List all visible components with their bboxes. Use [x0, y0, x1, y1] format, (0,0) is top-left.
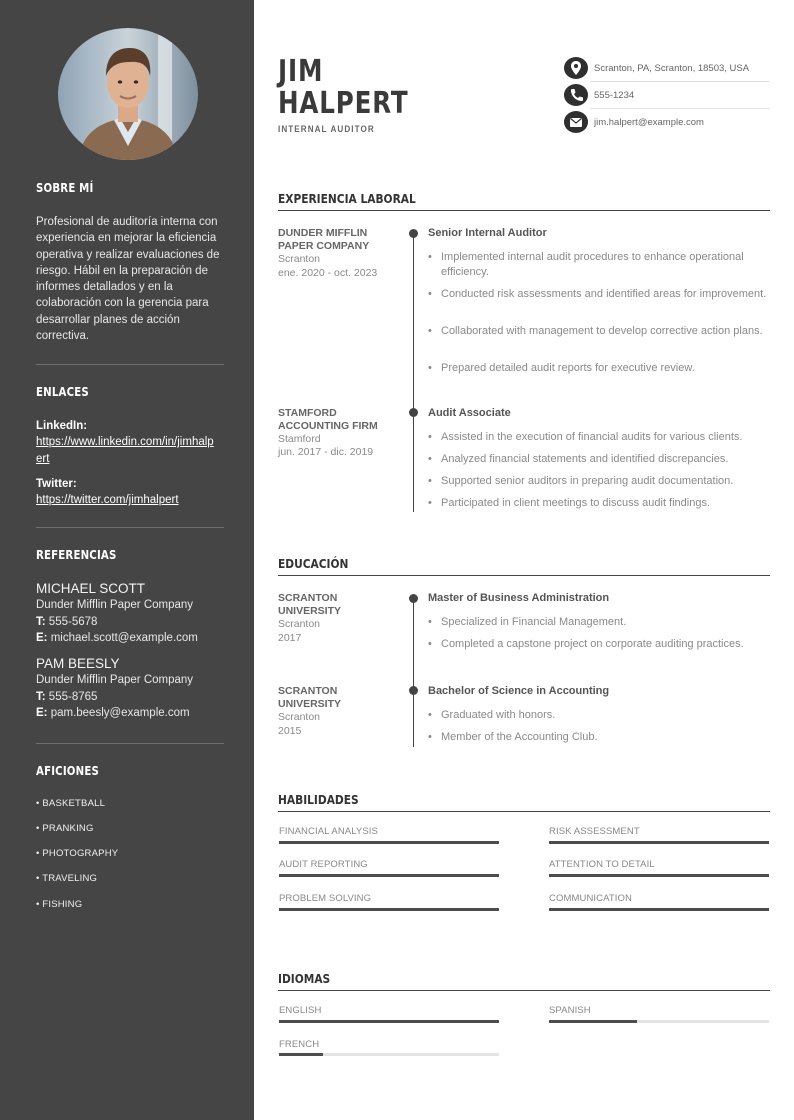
- education-location: Scranton: [278, 618, 321, 630]
- first-name: JIM: [278, 54, 324, 89]
- skill-bar-fill: [549, 841, 769, 844]
- experience-org: STAMFORD ACCOUNTING FIRM: [278, 407, 378, 432]
- reference-company: Dunder Mifflin Paper Company: [36, 599, 194, 612]
- profile-photo: [58, 28, 198, 160]
- education-degree: Bachelor of Science in Accounting: [428, 685, 610, 697]
- experience-location: Stamford: [278, 433, 321, 445]
- education-bullet: • Specialized in Financial Management.: [428, 615, 770, 630]
- contact-divider: [590, 81, 770, 82]
- experience-bullet: • Implemented internal audit procedures to enhance operational efficiency.: [428, 250, 770, 280]
- sidebar-divider: [36, 364, 224, 365]
- skill-bar-fill: [279, 874, 499, 877]
- about-title: SOBRE MÍ: [36, 181, 94, 195]
- skill-bar: [279, 908, 499, 911]
- sidebar-divider: [36, 527, 224, 528]
- twitter-url[interactable]: https://twitter.com/jimhalpert: [36, 494, 179, 507]
- sidebar-divider: [36, 743, 224, 744]
- skill-name: AUDIT REPORTING: [279, 859, 368, 870]
- reference-email: pam.beesly@example.com: [50, 706, 190, 719]
- section-divider: [278, 575, 770, 576]
- references-title: REFERENCIAS: [36, 548, 117, 562]
- section-divider: [278, 210, 770, 211]
- experience-bullet: • Assisted in the execution of financial audits for various clients.: [428, 430, 770, 445]
- experience-dates: ene. 2020 - oct. 2023: [278, 267, 378, 279]
- twitter-label: Twitter:: [36, 478, 77, 490]
- link-twitter: [36, 476, 220, 509]
- skill-name: PROBLEM SOLVING: [279, 893, 372, 904]
- experience-org: DUNDER MIFFLIN PAPER COMPANY: [278, 227, 370, 252]
- linkedin-url[interactable]: https://www.linkedin.com/in/jimhalpert: [36, 436, 214, 465]
- education-bullet: • Member of the Accounting Club.: [428, 730, 770, 745]
- links-title: ENLACES: [36, 385, 89, 399]
- reference-phone-label: T:: [36, 690, 46, 703]
- hobbies-title: AFICIONES: [36, 764, 99, 778]
- reference-phone-label: T:: [36, 615, 46, 628]
- experience-bullet: • Analyzed financial statements and identified discrepancies.: [428, 452, 770, 467]
- language-bar-fill: [279, 1020, 499, 1023]
- reference-phone: 555-8765: [48, 690, 98, 703]
- experience-bullet: • Participated in client meetings to discuss audit findings.: [428, 496, 770, 511]
- education-dates: 2017: [278, 632, 302, 644]
- skill-name: COMMUNICATION: [549, 893, 632, 904]
- skill-bar: [549, 841, 769, 844]
- last-name: HALPERT: [278, 86, 409, 121]
- reference-item: [36, 656, 236, 721]
- reference-name: MICHAEL SCOTT: [36, 581, 146, 596]
- skill-bar-fill: [279, 841, 499, 844]
- timeline-line: [413, 597, 414, 747]
- language-bar: [279, 1020, 499, 1023]
- skills-title: HABILIDADES: [278, 792, 359, 807]
- timeline-dot: [409, 408, 418, 417]
- linkedin-label: LinkedIn:: [36, 420, 88, 432]
- experience-bullet: • Conducted risk assessments and identified areas for improvement.: [428, 287, 770, 302]
- contact-address: Scranton, PA, Scranton, 18503, USA: [594, 63, 750, 74]
- skill-bar-fill: [549, 908, 769, 911]
- experience-title: EXPERIENCIA LABORAL: [278, 191, 416, 206]
- education-bullet: • Graduated with honors.: [428, 708, 770, 723]
- experience-dates: jun. 2017 - dic. 2019: [278, 446, 374, 458]
- contact-phone: 555-1234: [594, 90, 635, 101]
- languages-title: IDIOMAS: [278, 971, 331, 986]
- link-linkedin: [36, 418, 220, 467]
- timeline-dot: [409, 594, 418, 603]
- experience-role: Audit Associate: [428, 407, 511, 419]
- experience-location: Scranton: [278, 253, 321, 265]
- education-location: Scranton: [278, 711, 321, 723]
- skill-name: RISK ASSESSMENT: [549, 826, 640, 837]
- map-pin-icon: [564, 57, 588, 79]
- reference-phone: 555-5678: [48, 615, 98, 628]
- section-divider: [278, 990, 770, 991]
- language-name: ENGLISH: [279, 1005, 322, 1016]
- experience-role: Senior Internal Auditor: [428, 227, 547, 239]
- skill-bar: [279, 874, 499, 877]
- timeline-dot: [409, 229, 418, 238]
- timeline-line: [413, 232, 414, 512]
- reference-name: PAM BEESLY: [36, 656, 120, 671]
- education-bullet: • Completed a capstone project on corporate auditing practices.: [428, 637, 770, 652]
- section-divider: [278, 811, 770, 812]
- contact-email[interactable]: jim.halpert@example.com: [594, 117, 704, 128]
- skill-bar-fill: [549, 874, 769, 877]
- language-bar: [549, 1020, 769, 1023]
- sidebar: [0, 0, 254, 1120]
- reference-email: michael.scott@example.com: [50, 631, 198, 644]
- skill-name: ATTENTION TO DETAIL: [549, 859, 655, 870]
- hobby-item: • PRANKING: [36, 823, 94, 834]
- experience-bullet: • Prepared detailed audit reports for executive review.: [428, 361, 770, 376]
- language-bar: [279, 1053, 499, 1056]
- reference-company: Dunder Mifflin Paper Company: [36, 674, 194, 687]
- language-bar-fill: [279, 1053, 323, 1056]
- contact-divider: [590, 108, 770, 109]
- experience-bullet: • Supported senior auditors in preparing audit documentation.: [428, 474, 770, 489]
- hobby-item: • PHOTOGRAPHY: [36, 848, 119, 859]
- education-org: SCRANTON UNIVERSITY: [278, 592, 342, 617]
- experience-bullet: • Collaborated with management to develop corrective action plans.: [428, 324, 770, 339]
- education-org: SCRANTON UNIVERSITY: [278, 685, 342, 710]
- envelope-icon: [564, 111, 588, 133]
- skill-bar: [549, 874, 769, 877]
- education-degree: Master of Business Administration: [428, 592, 610, 604]
- reference-email-label: E:: [36, 706, 48, 719]
- phone-icon: [564, 84, 588, 106]
- timeline-dot: [409, 686, 418, 695]
- education-title: EDUCACIÓN: [278, 556, 349, 571]
- reference-item: [36, 581, 236, 646]
- skill-name: FINANCIAL ANALYSIS: [279, 826, 378, 837]
- education-dates: 2015: [278, 725, 302, 737]
- about-text: Profesional de auditoría interna con experiencia en mejorar la eficiencia operativa y realizar evaluaciones de riesgo. Hábil en la preparación de informes detallados y en la colaboración con la gerencia para desarrollar planes de acción correctiva.: [36, 216, 220, 343]
- skill-bar-fill: [279, 908, 499, 911]
- language-name: SPANISH: [549, 1005, 591, 1016]
- language-bar-fill: [549, 1020, 637, 1023]
- job-title: INTERNAL AUDITOR: [278, 124, 375, 134]
- hobby-item: • FISHING: [36, 899, 83, 910]
- reference-email-label: E:: [36, 631, 48, 644]
- language-name: FRENCH: [279, 1039, 320, 1050]
- hobby-item: • BASKETBALL: [36, 798, 106, 809]
- hobby-item: • TRAVELING: [36, 873, 98, 884]
- skill-bar: [279, 841, 499, 844]
- skill-bar: [549, 908, 769, 911]
